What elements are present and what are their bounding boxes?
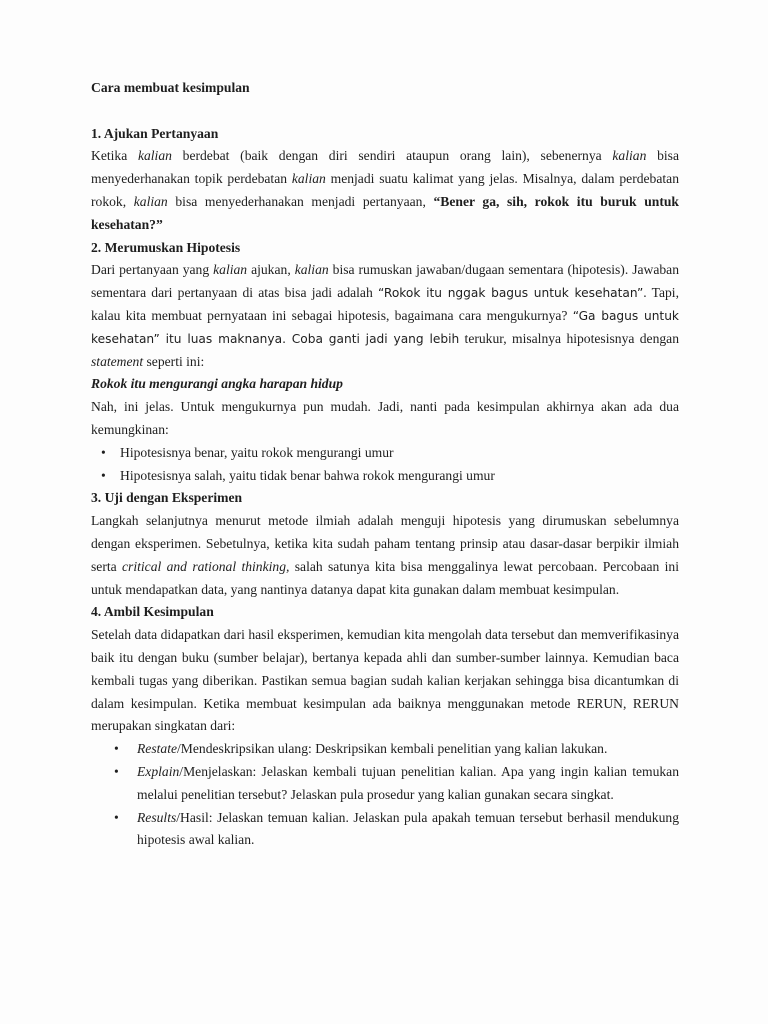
italic-run: kalian: [294, 262, 329, 278]
text-run: berdebat (baik dengan diri sendiri ataupun orang lain), sebenernya: [171, 148, 613, 164]
rerun-term: Results: [137, 809, 177, 825]
section-2-heading: 2. Merumuskan Hipotesis: [91, 239, 241, 255]
text-run: bisa menyederhanakan menjadi pertanyaan,: [167, 193, 434, 209]
section-4-heading: 4. Ambil Kesimpulan: [91, 604, 214, 620]
italic-run: kalian: [213, 262, 248, 278]
document-title: Cara membuat kesimpulan: [91, 80, 250, 95]
example-question: “Bener ga, sih, rokok itu buruk untuk kesehatan?”: [91, 193, 679, 232]
text-run: ajukan,: [247, 262, 295, 278]
italic-run: kalian: [137, 148, 172, 164]
italic-run: statement: [91, 353, 144, 369]
possibility-list: [91, 442, 679, 488]
rerun-term: Restate: [137, 741, 178, 757]
section-3-paragraph: [91, 510, 679, 601]
list-item: [91, 807, 679, 853]
text-run: menjadi suatu kalimat yang jelas. Misalnya, dalam perdebatan rokok,: [91, 171, 679, 209]
list-item: [91, 761, 679, 807]
text-run: bisa rumuskan jawaban/dugaan sementara (hipotesis). Jawaban sementara dari pertanyaan di atas bisa jadi adalah: [91, 262, 680, 301]
text-run: Langkah selanjutnya menurut metode ilmiah adalah menguji hipotesis yang dirumuskan sebelumnya dengan eksperimen. Sebetulnya, ketika kita sudah paham tentang prinsip atau dasar-dasar berpikir ilmiah serta: [91, 513, 679, 574]
rerun-text: /Menjelaskan: Jelaskan kembali tujuan penelitian kalian. Apa yang ingin kalian temukan melalui penelitian tersebut? Jelaskan pula prosedur yang kalian gunakan secara singkat.: [137, 763, 679, 802]
italic-run: kalian: [133, 193, 168, 209]
text-run: Ketika: [91, 148, 138, 164]
text-run: Dari pertanyaan yang: [91, 262, 214, 278]
section-1-paragraph: [91, 145, 679, 236]
italic-run: kalian: [612, 148, 647, 164]
spacer: [91, 100, 679, 123]
italic-run: kalian: [291, 171, 326, 187]
section-4-paragraph: Setelah data didapatkan dari hasil eksperimen, kemudian kita mengolah data tersebut dan memverifikasinya baik itu dengan buku (sumber belajar), bertanya kepada ahli dan sumber-sumber lainnya. Kemudian baca kembali tugas yang diberikan. Pastikan semua bagian sudah kalian kerjakan sehingga bisa dicantumkan di dalam kesimpulan. Ketika membuat kesimpulan ada baiknya menggunakan metode RERUN, RERUN merupakan singkatan dari:: [91, 627, 679, 734]
section-2-followup: Nah, ini jelas. Untuk mengukurnya pun mudah. Jadi, nanti pada kesimpulan akhirnya akan ada dua kemungkinan:: [91, 399, 679, 437]
rerun-text: /Hasil: Jelaskan temuan kalian. Jelaskan pula apakah temuan tersebut berhasil mendukung hipotesis awal kalian.: [137, 809, 679, 848]
rerun-term: Explain: [137, 763, 180, 779]
hypothesis-statement: Rokok itu mengurangi angka harapan hidup: [91, 376, 343, 392]
list-item: • Hipotesisnya salah, yaitu tidak benar bahwa rokok mengurangi umur: [91, 465, 679, 488]
rerun-list: [91, 738, 679, 852]
text-run: salah satunya kita bisa menggalinya lewat percobaan. Percobaan ini untuk mendapatkan data, yang nantinya datanya dapat kita gunakan dalam membuat kesimpulan.: [91, 558, 680, 597]
italic-run: critical and rational thinking,: [122, 558, 290, 574]
list-item: • Hipotesisnya benar, yaitu rokok mengurangi umur: [91, 442, 679, 465]
list-item: [91, 738, 679, 761]
section-3-heading: 3. Uji dengan Eksperimen: [91, 490, 243, 506]
text-run: seperti ini:: [143, 353, 205, 369]
section-2-paragraph: [91, 259, 679, 373]
section-1-heading: 1. Ajukan Pertanyaan: [91, 125, 219, 141]
text-run: . Tapi, kalau kita membuat pernyataan ini sebagai hipotesis, bagaimana cara mengukurnya?: [91, 285, 679, 323]
text-run: bisa menyederhanakan topik perdebatan: [91, 148, 679, 187]
sans-run: “Rokok itu nggak bagus untuk kesehatan”: [377, 286, 644, 301]
text-run: terukur, misalnya hipotesisnya dengan: [459, 330, 680, 346]
document-body: [91, 77, 679, 852]
sans-run: “Ga bagus untuk kesehatan” itu luas maknanya. Coba ganti jadi yang lebih: [91, 308, 679, 346]
rerun-text: /Mendeskripsikan ulang: Deskripsikan kembali penelitian yang kalian lakukan.: [177, 741, 608, 757]
